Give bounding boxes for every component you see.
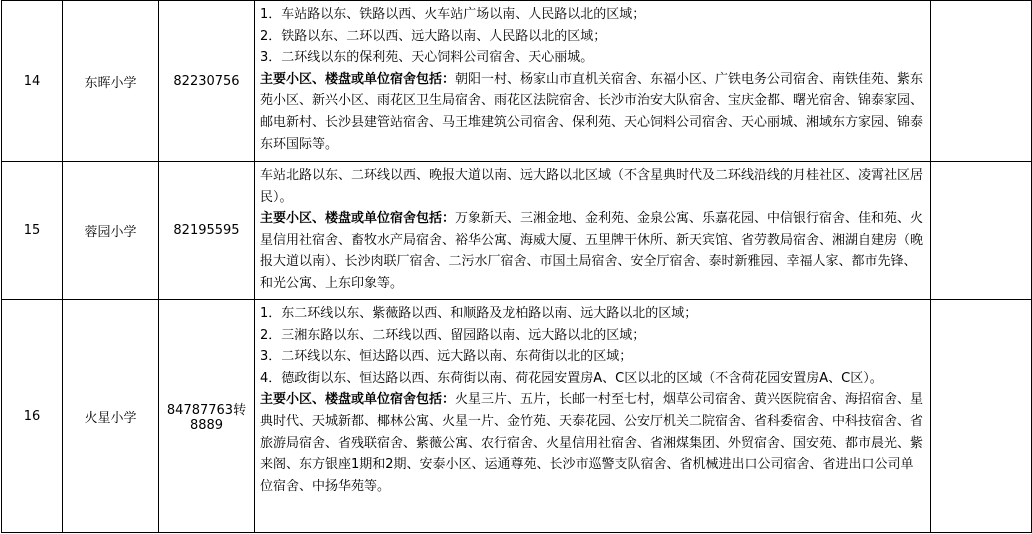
empty-cell bbox=[931, 1, 1032, 162]
school-name: 东晖小学 bbox=[63, 1, 159, 162]
area-line: 车站北路以东、二环线以西、晚报大道以南、远大路以北区域（不含星典时代及二环线沿线的月桂社区、凌霄社区居民）。 bbox=[260, 168, 924, 205]
main-communities-label: 主要小区、楼盘或单位宿舍包括： bbox=[260, 211, 456, 227]
main-communities-text: 火星三片、五片，长邮一村至七村，烟草公司宿舍、黄兴医院宿舍、海招宿舍、星典时代、天城新都、椰林公寓、火星一片、金竹苑、天泰花园、公安厅机关二院宿舍、省科委宿舍、中科技宿舍、省旅游局宿舍、省残联宿舍、紫薇公寓、农行宿舍、火星信用社宿舍、省湘煤集团、外贸宿舍、国安苑、都市晨光、紫来阁、东方银座1期和2期、安泰小区、运通尊苑、长沙市巡警支队宿舍、省机械进出口公司宿舍、省进出口公司单位宿舍、中扬华苑等。 bbox=[260, 392, 924, 494]
table-row bbox=[2, 1, 1032, 162]
district-description bbox=[255, 162, 931, 300]
area-line: 2．铁路以东、二环以西、远大路以南、人民路以北的区域； bbox=[260, 28, 607, 44]
main-communities bbox=[260, 208, 926, 294]
table-row bbox=[2, 162, 1032, 300]
school-name: 火星小学 bbox=[63, 300, 159, 533]
main-communities-text: 万象新天、三湘金地、金利苑、金泉公寓、乐嘉花园、中信银行宿舍、佳和苑、火星信用社宿舍、畜牧水产局宿舍、裕华公寓、海威大厦、五里牌干休所、新天宾馆、省劳教局宿舍、湘湖自建房（晚报大道以南）、长沙肉联厂宿舍、二污水厂宿舍、市国土局宿舍、安全厅宿舍、泰时新雅园、幸福人家、都市先锋、和光公寓、上东印象等。 bbox=[260, 211, 924, 291]
row-index: 14 bbox=[2, 1, 63, 162]
main-communities-label: 主要小区、楼盘或单位宿舍包括： bbox=[260, 392, 456, 408]
main-communities-text: 朝阳一村、杨家山市直机关宿舍、东福小区、广铁电务公司宿舍、南铁佳苑、紫东苑小区、新兴小区、雨花区卫生局宿舍、雨花区法院宿舍、长沙市治安大队宿舍、宝庆金都、曙光宿舍、锦泰家园、邮电新村、长沙县建管站宿舍、马王堆建筑公司宿舍、保利苑、天心饲料公司宿舍、天心丽城、湘域东方家园、锦泰东环国际等。 bbox=[260, 71, 924, 152]
table-row bbox=[2, 300, 1032, 533]
area-line: 1．东二环线以东、紫薇路以西、和顺路及龙柏路以南、远大路以北的区域； bbox=[260, 306, 698, 321]
row-index: 15 bbox=[2, 162, 63, 300]
district-description bbox=[255, 1, 931, 162]
phone-number: 84787763转8889 bbox=[159, 300, 255, 533]
empty-cell bbox=[931, 300, 1032, 533]
empty-cell bbox=[931, 162, 1032, 300]
phone-number: 82195595 bbox=[159, 162, 255, 300]
main-communities bbox=[260, 389, 926, 497]
area-line: 1．车站路以东、铁路以西、火车站广场以南、人民路以北的区域； bbox=[260, 7, 646, 22]
area-line: 3．二环线以东的保利苑、天心饲料公司宿舍、天心丽城。 bbox=[260, 50, 594, 66]
phone-number: 82230756 bbox=[159, 1, 255, 162]
area-line: 2．三湘东路以东、二环线以西、留园路以南、远大路以北的区域； bbox=[260, 327, 646, 343]
main-communities-label: 主要小区、楼盘或单位宿舍包括： bbox=[260, 71, 456, 87]
school-name: 蓉园小学 bbox=[63, 162, 159, 300]
school-district-table bbox=[1, 0, 1032, 533]
area-line: 4．德政街以东、恒达路以西、东荷街以南、荷花园安置房A、C区以北的区域（不含荷花园安置房A、C区）。 bbox=[260, 370, 883, 386]
area-line: 3．二环线以东、恒达路以西、远大路以南、东荷街以北的区域； bbox=[260, 349, 633, 365]
district-description bbox=[255, 300, 931, 533]
main-communities bbox=[260, 69, 926, 155]
row-index: 16 bbox=[2, 300, 63, 533]
